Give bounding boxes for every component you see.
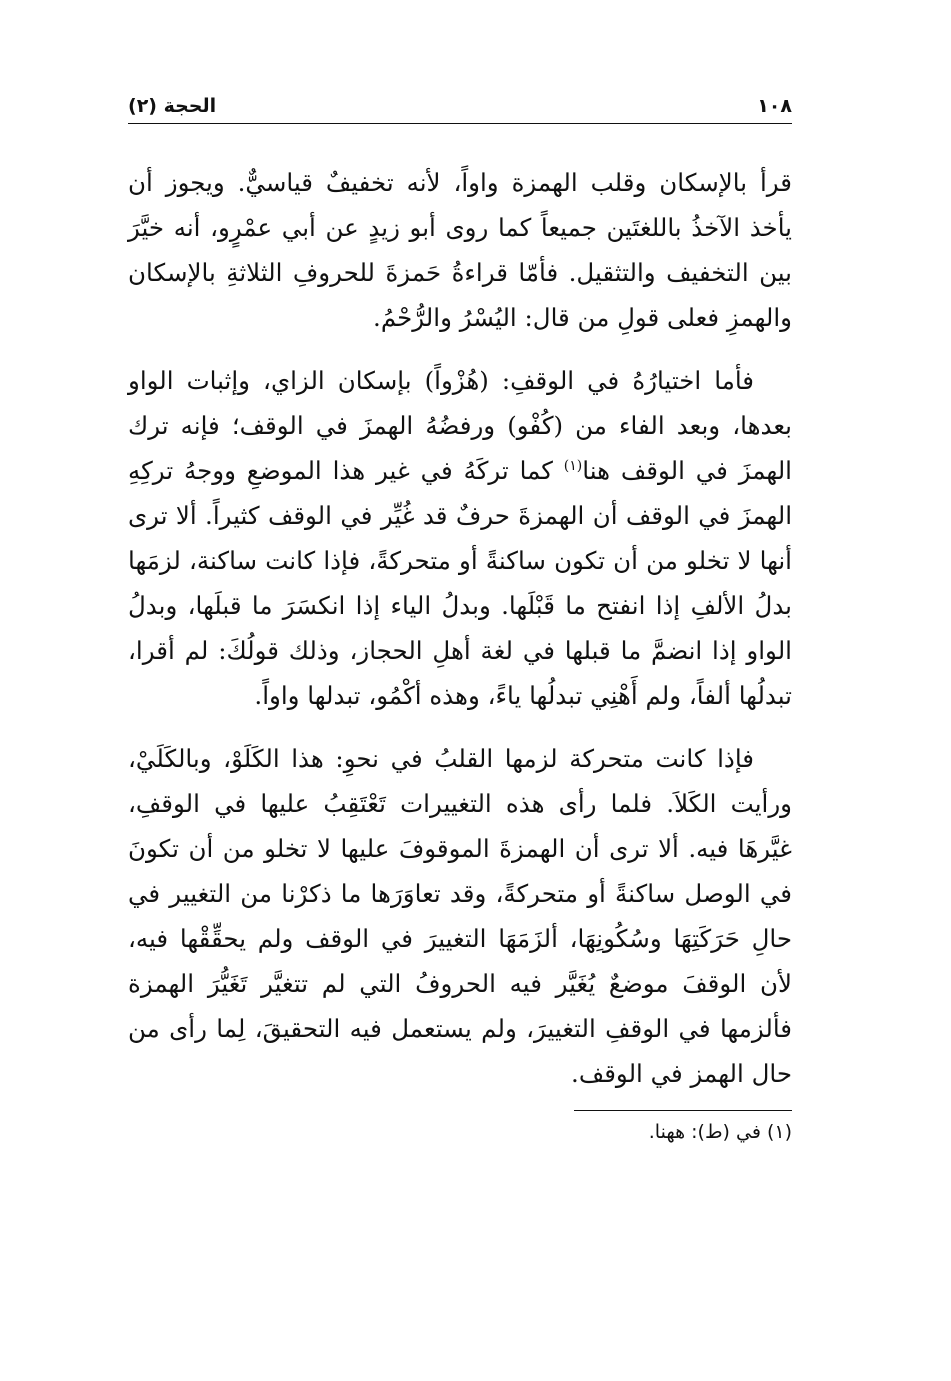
footnote-separator — [574, 1110, 792, 1111]
page-header — [128, 86, 792, 124]
paragraph-1: قرأ بالإسكان وقلب الهمزة واواً، لأنه تخفيفٌ قياسيٌّ. ويجوز أن يأخذ الآخذُ باللغتَين جميعاً كما روى أبو زيدٍ عن أبي عمْرٍو، أنه خيَّرَ بين التخفيف والتثقيل. فأمّا قراءةُ حَمزةَ للحروفِ الثلاثةِ بالإسكان والهمزِ فعلى قولِ من قال: اليُسْرُ والرُّحْمُ. — [128, 168, 792, 332]
book-page — [128, 86, 792, 1286]
page-number: ١٠٨ — [757, 95, 792, 117]
footnote: (١) في (ط): ههنا. — [648, 1121, 792, 1143]
paragraph-3: فإذا كانت متحركة لزمها القلبُ في نحوِ: هذا الكَلَوْ، وبالكَلَيْ، ورأيت الكَلاَ. فلما رأى هذه التغييرات تَعْتَقِبُ عليها في الوقفِ، غيَّرهَا فيه. ألا ترى أن الهمزةَ الموقوفَ عليها لا تخلو من أن تكونَ في الوصل ساكنةً أو متحركةً، وقد تعاوَرَها ما ذكرْنا من التغيير في حالِ حَرَكَتِهَا وسُكُونِهَا، ألزَمَهَا التغييرَ في الوقف ولم يحقِّقْها فيه، لأن الوقفَ موضعٌ يُغَيَّر فيه الحروفُ التي لم تتغيَّر تَغَيُّرَ الهمزة فألزمها في الوقفِ التغييرَ، ولم يستعمل فيه التحقيقَ، لِما رأى من حال الهمز في الوقف. — [128, 744, 793, 1088]
header-rule — [128, 123, 792, 124]
body-text — [128, 160, 792, 1096]
running-title: الحجة (٢) — [128, 95, 217, 117]
paragraph-2-part-1: فأما اختيارُهُ في الوقفِ: (هُزْواً) بإسكان الزاي، وإثبات الواو بعدها، وبعد الفاء من (كُفْو) ورفضُهُ الهمزَ في الوقف؛ فإنه ترك الهمزَ في الوقف هنا — [128, 366, 792, 485]
paragraph-2-part-2: كما تركَهُ في غير هذا الموضعِ ووجهُ تركِهِ الهمزَ في الوقف أن الهمزةَ حرفٌ قد غُيِّر في الوقف كثيراً. ألا ترى أنها لا تخلو من أن تكون ساكنةً أو متحركةً، فإذا كانت ساكنة، لزمَها بدلُ الألفِ إذا انفتح ما قَبْلَها. وبدلُ الياء إذا انكسَرَ ما قبلَها، وبدلُ الواو إذا انضمَّ ما قبلها في لغة أهلِ الحجاز، وذلك قولُكَ: لم أقرا، تبدلُها ألفاً، ولم أَهْنِي تبدلُها ياءً، وهذه أكْمُو، تبدلها واواً. — [128, 456, 792, 710]
footnote-reference: (١) — [563, 457, 583, 474]
paragraph-2 — [128, 358, 792, 718]
